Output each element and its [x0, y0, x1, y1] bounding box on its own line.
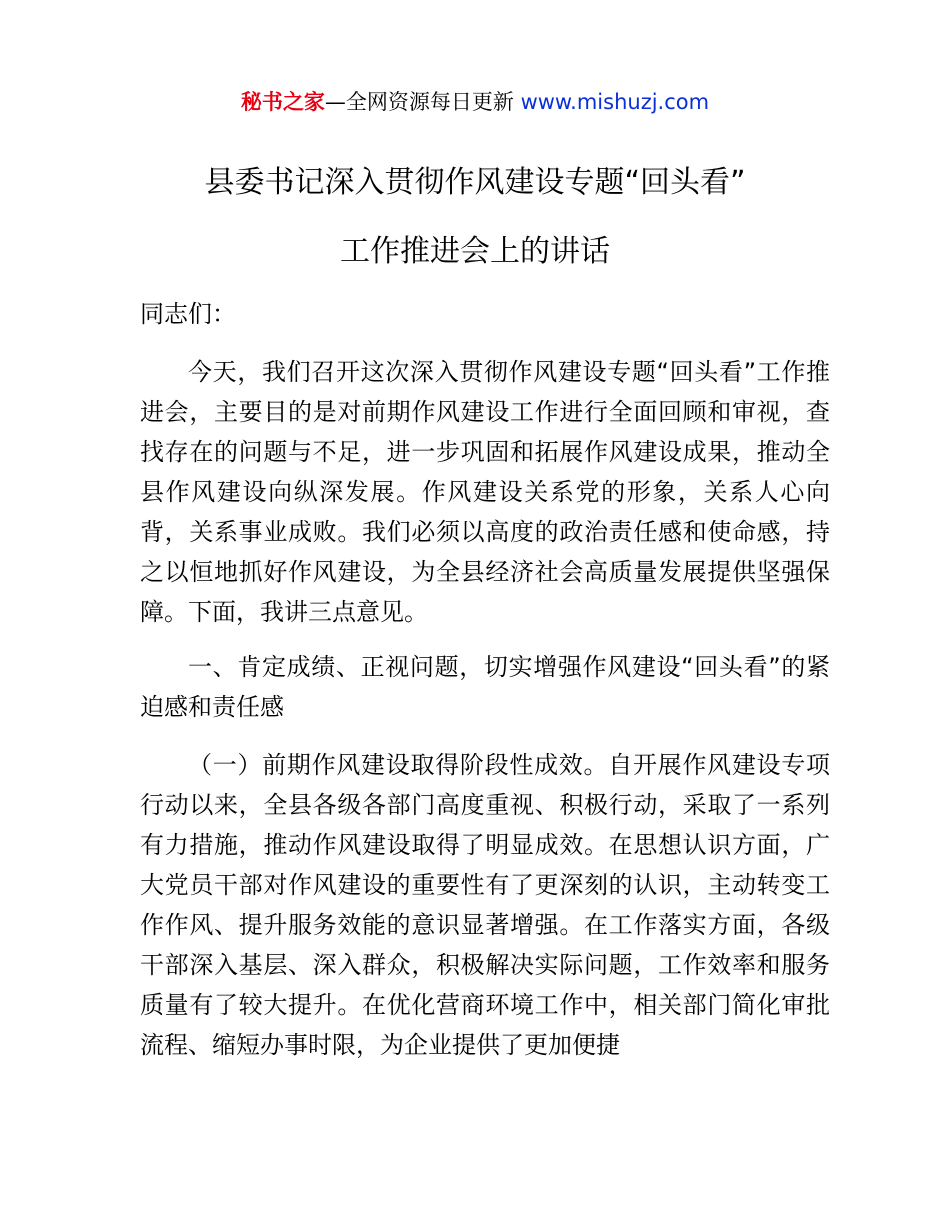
header-slogan: —全网资源每日更新 [324, 90, 521, 114]
brand-name: 秘书之家 [240, 90, 325, 114]
site-header [0, 84, 950, 120]
document-body [140, 294, 830, 1065]
paragraph-intro: 今天，我们召开这次深入贯彻作风建设专题“回头看”工作推进会，主要目的是对前期作风建设工作进行全面回顾和审视，查找存在的问题与不足，进一步巩固和拓展作风建设成果，推动全县作风建设向纵深发展。作风建设关系党的形象，关系人心向背，关系事业成败。我们必须以高度的政治责任感和使命感，持之以恒地抓好作风建设，为全县经济社会高质量发展提供坚强保障。下面，我讲三点意见。 [140, 358, 830, 626]
site-url-link[interactable]: www.mishuzj.com [520, 90, 710, 114]
document-title [0, 158, 950, 274]
title-line-2: 工作推进会上的讲话 [340, 234, 610, 269]
title-line-1: 县委书记深入贯彻作风建设专题“回头看” [204, 165, 746, 200]
paragraph-subsection-1: （一）前期作风建设取得阶段性成效。自开展作风建设专项行动以来，全县各级各部门高度重视、积极行动，采取了一系列有力措施，推动作风建设取得了明显成效。在思想认识方面，广大党员干部对作风建设的重要性有了更深刻的认识，主动转变工作作风、提升服务效能的意识显著增强。在工作落实方面，各级干部深入基层、深入群众，积极解决实际问题，工作效率和服务质量有了较大提升。在优化营商环境工作中，相关部门简化审批流程、缩短办事时限，为企业提供了更加便捷 [140, 751, 830, 1059]
section-heading-1: 一、肯定成绩、正视问题，切实增强作风建设“回头看”的紧迫感和责任感 [140, 653, 830, 721]
salutation: 同志们： [140, 300, 236, 328]
